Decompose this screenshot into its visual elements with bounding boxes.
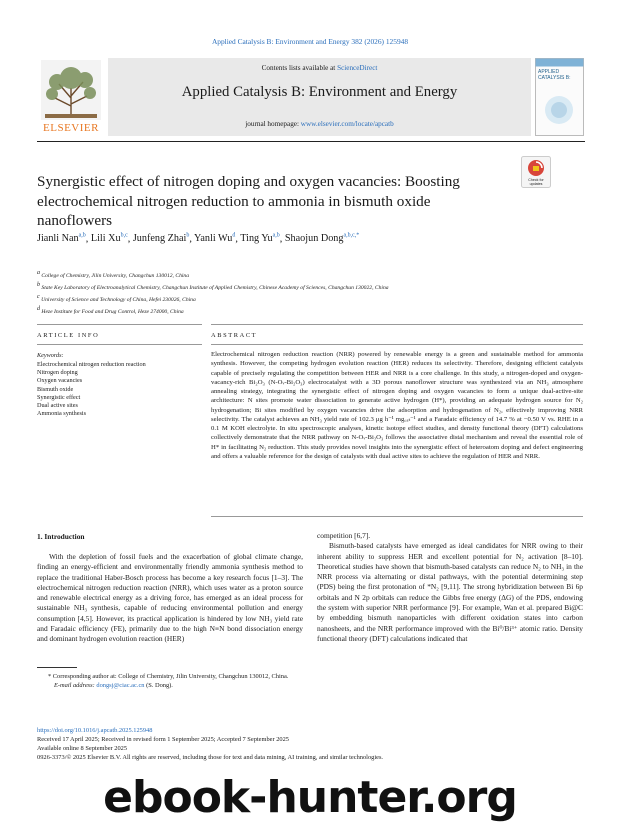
check-for-updates-button[interactable]: [521, 156, 551, 188]
affiliation: $^a$ College of Chemistry, Jilin University, Changchun 130012, China: [37, 270, 190, 279]
keyword: Electrochemical nitrogen reduction reaction: [37, 361, 146, 368]
elsevier-logo: [37, 58, 105, 136]
journal-cover: [535, 58, 584, 136]
journal-title: Applied Catalysis B: Environment and Energy: [181, 84, 458, 100]
email-label: E-mail address:: [54, 682, 97, 689]
intro-paragraph: competition [6,7].: [317, 531, 371, 540]
available-online: Available online 8 September 2025: [37, 745, 128, 752]
homepage-line: [108, 120, 531, 128]
affiliation: $^d$ Heze Institute for Food and Drug Control, Heze 274000, China: [37, 305, 184, 315]
abstract-text: Electrochemical nitrogen reduction reaction (NRR) powered by renewable energy is a green and sustainable method for ammonia synthesis. However, the competing hydrogen evolution reaction (HER) reduces its selectivity. Therefore, designing efficient catalysts capable of precisely regulating the competition between HER and NRR is a core challenge. In this study, a nitrogen-doped and oxygen-vacancy-rich Bi₂O₃ (N-Oᵥ-Bi₂O₃) electrocatalyst with a 3D porous nanoflower structure was synthesized via an NH₃ atmosphere annealing strategy, integrating the synergistic effect of nitrogen doping and oxygen vacancies to form a unique dual-active-site architecture: N sites promote water dissociation to generate active hydrogen (H*), providing an adequate hydrogen source for N₂ hydrogenation; Bi sites modified by oxygen vacancies drive the adsorption and hydrogenation of N₂, effectively improving NRR selectivity. The catalyst achieves an NH₃ yield rate of 102.3 μg h⁻¹ mg꜀ₐₜ⁻¹ and a Faradaic efficiency of 14.7 % at −0.50 V vs. RHE in a 0.1 M KOH electrolyte. In situ spectroscopic analyses, kinetic isotope effect studies, and density functional theory (DFT) calculations collectively demonstrate that the NRR pathway on N-Oᵥ-Bi₂O₃ follows the associative distal mechanism and reveal the essential role of H* in facilitating N₂ reduction. This study provides novel insights into the synergistic effect of heteroatom doping and defect engineering and offers a valuable reference for the design of catalysts with dual active sites to achieve the regulation of HER and NRR.: [211, 351, 583, 460]
author[interactable]: Lili Xu$^{b,c}$: [90, 233, 128, 245]
elsevier-wordmark: ELSEVIER: [43, 122, 99, 134]
email-suffix: (S. Dong).: [144, 682, 173, 689]
keyword-list: [37, 361, 202, 418]
article-info-heading: ARTICLE INFO: [37, 332, 100, 339]
email-line: [48, 681, 578, 690]
contents-prefix: Contents lists available at: [261, 64, 338, 72]
keyword: Bismuth oxide: [37, 385, 74, 393]
author[interactable]: Junfeng Zhai$^b$: [132, 233, 190, 245]
received-dates: Received 17 April 2025; Received in revised form 1 September 2025; Accepted 7 September 2025: [37, 736, 290, 743]
affiliation: $^b$ State Key Laboratory of Electroanalytical Chemistry, Changchun Institute of Applied Chemistry, Chinese Academy of Sciences, Changchun 130022, China: [37, 281, 389, 291]
doi-link[interactable]: https://doi.org/10.1016/j.apcatb.2025.125948: [37, 727, 153, 734]
author[interactable]: Ting Yu$^{a,b}$: [240, 233, 280, 245]
affiliation: $^c$ University of Science and Technology of China, Hefei 230026, China: [37, 293, 196, 303]
author[interactable]: Jianli Nan$^{a,b}$: [37, 233, 86, 245]
journal-reference[interactable]: Applied Catalysis B: Environment and Energy 382 (2026) 125948: [211, 37, 409, 46]
contents-line: [108, 64, 531, 72]
intro-paragraph: Bismuth-based catalysts have emerged as ideal candidates for NRR owing to their inherent ability to suppress HER and excellent potential for N₂ activation [8–10]. Theoretical studies have shown that bismuth-based catalysts can reduce N₂ to NH₃ in the NRR process via alternating or distal pathways, with the potential determining step (PDS) being the first protonation of *N₂ [9,11]. The strong hybridization between Bi 6p orbitals and N 2p orbitals can reduce the Gibbs free energy (ΔG) of the PDS, endowing the system with superior NRR performance [9]. For example, Wan et al. prepared Bi@C by embedding bismuth nanoparticles with different oxidation states into carbon nanosheets, and the NRR performance improved with the Bi⁰/Bi³⁺ atomic ratio. Density functional theory (DFT) calculations indicated that: [317, 541, 583, 643]
sciencedirect-link[interactable]: ScienceDirect: [337, 64, 378, 72]
journal-homepage-link[interactable]: www.elsevier.com/locate/apcatb: [300, 120, 394, 128]
section-heading-introduction: 1. Introduction: [37, 532, 85, 541]
keyword: Nitrogen doping: [37, 369, 78, 377]
author[interactable]: Shaojun Dong$^{a,b,c,*}$: [284, 233, 360, 245]
article-footer: [37, 726, 585, 762]
keyword: Dual active sites: [37, 402, 78, 410]
keyword: Ammonia synthesis: [37, 410, 86, 418]
intro-left-column: With the depletion of fossil fuels and the exacerbation of global climate change, finding an energy-efficient and environmentally friendly ammonia synthesis method to replace the traditional Haber-Bosch process has become a key research focus [1–3]. The electrochemical nitrogen reduction reaction (NRR), which uses water as a proton source and renewable electrical energy as a driving force, has emerged as an ideal process for sustainable NH₃ synthesis, capable of reducing environmental pollution and energy consumption [4,5]. However, its practical application is hindered by low NH₃ yield rate and Faradaic efficiency (FE), primarily due to the high N≡N bond dissociation energy and dominant hydrogen evolution reaction (HER): [37, 552, 303, 644]
intro-right-column: [317, 531, 583, 644]
author[interactable]: Yanli Wu$^d$: [194, 233, 236, 245]
abstract-heading: ABSTRACT: [211, 332, 258, 339]
watermark: ebook-hunter.org: [103, 772, 517, 823]
check-updates-label: Check for updates: [528, 178, 544, 186]
journal-header: [108, 58, 531, 136]
footnote-line: * Corresponding author at: College of Chemistry, Jilin University, Changchun 130012, China.: [48, 673, 289, 680]
affiliations: [37, 269, 557, 316]
keyword: Synergistic effect: [37, 393, 81, 401]
article-title: Synergistic effect of nitrogen doping and oxygen vacancies: Boosting electrochemical nitrogen reduction to ammonia in bismuth oxide nanoflowers: [37, 173, 460, 229]
email-link[interactable]: dongsj@ciac.ac.cn: [96, 682, 145, 689]
homepage-prefix: journal homepage:: [245, 120, 301, 128]
keywords-label: Keywords:: [37, 352, 64, 359]
author-list: Jianli Nan$^{a,b}$, Lili Xu$^{b,c}$, Junfeng Zhai$^b$, Yanli Wu$^d$, Ting Yu$^{a,b}$, Shaojun Dong$^{a,b,c,*}$: [37, 233, 360, 245]
copyright: 0926-3373/© 2025 Elsevier B.V. All rights are reserved, including those for text and data mining, AI training, and similar technologies.: [37, 754, 384, 761]
keyword: Oxygen vacancies: [37, 377, 83, 385]
corresponding-author-footnote: [48, 672, 578, 690]
cover-title: APPLIED CATALYSIS B:: [538, 69, 571, 81]
